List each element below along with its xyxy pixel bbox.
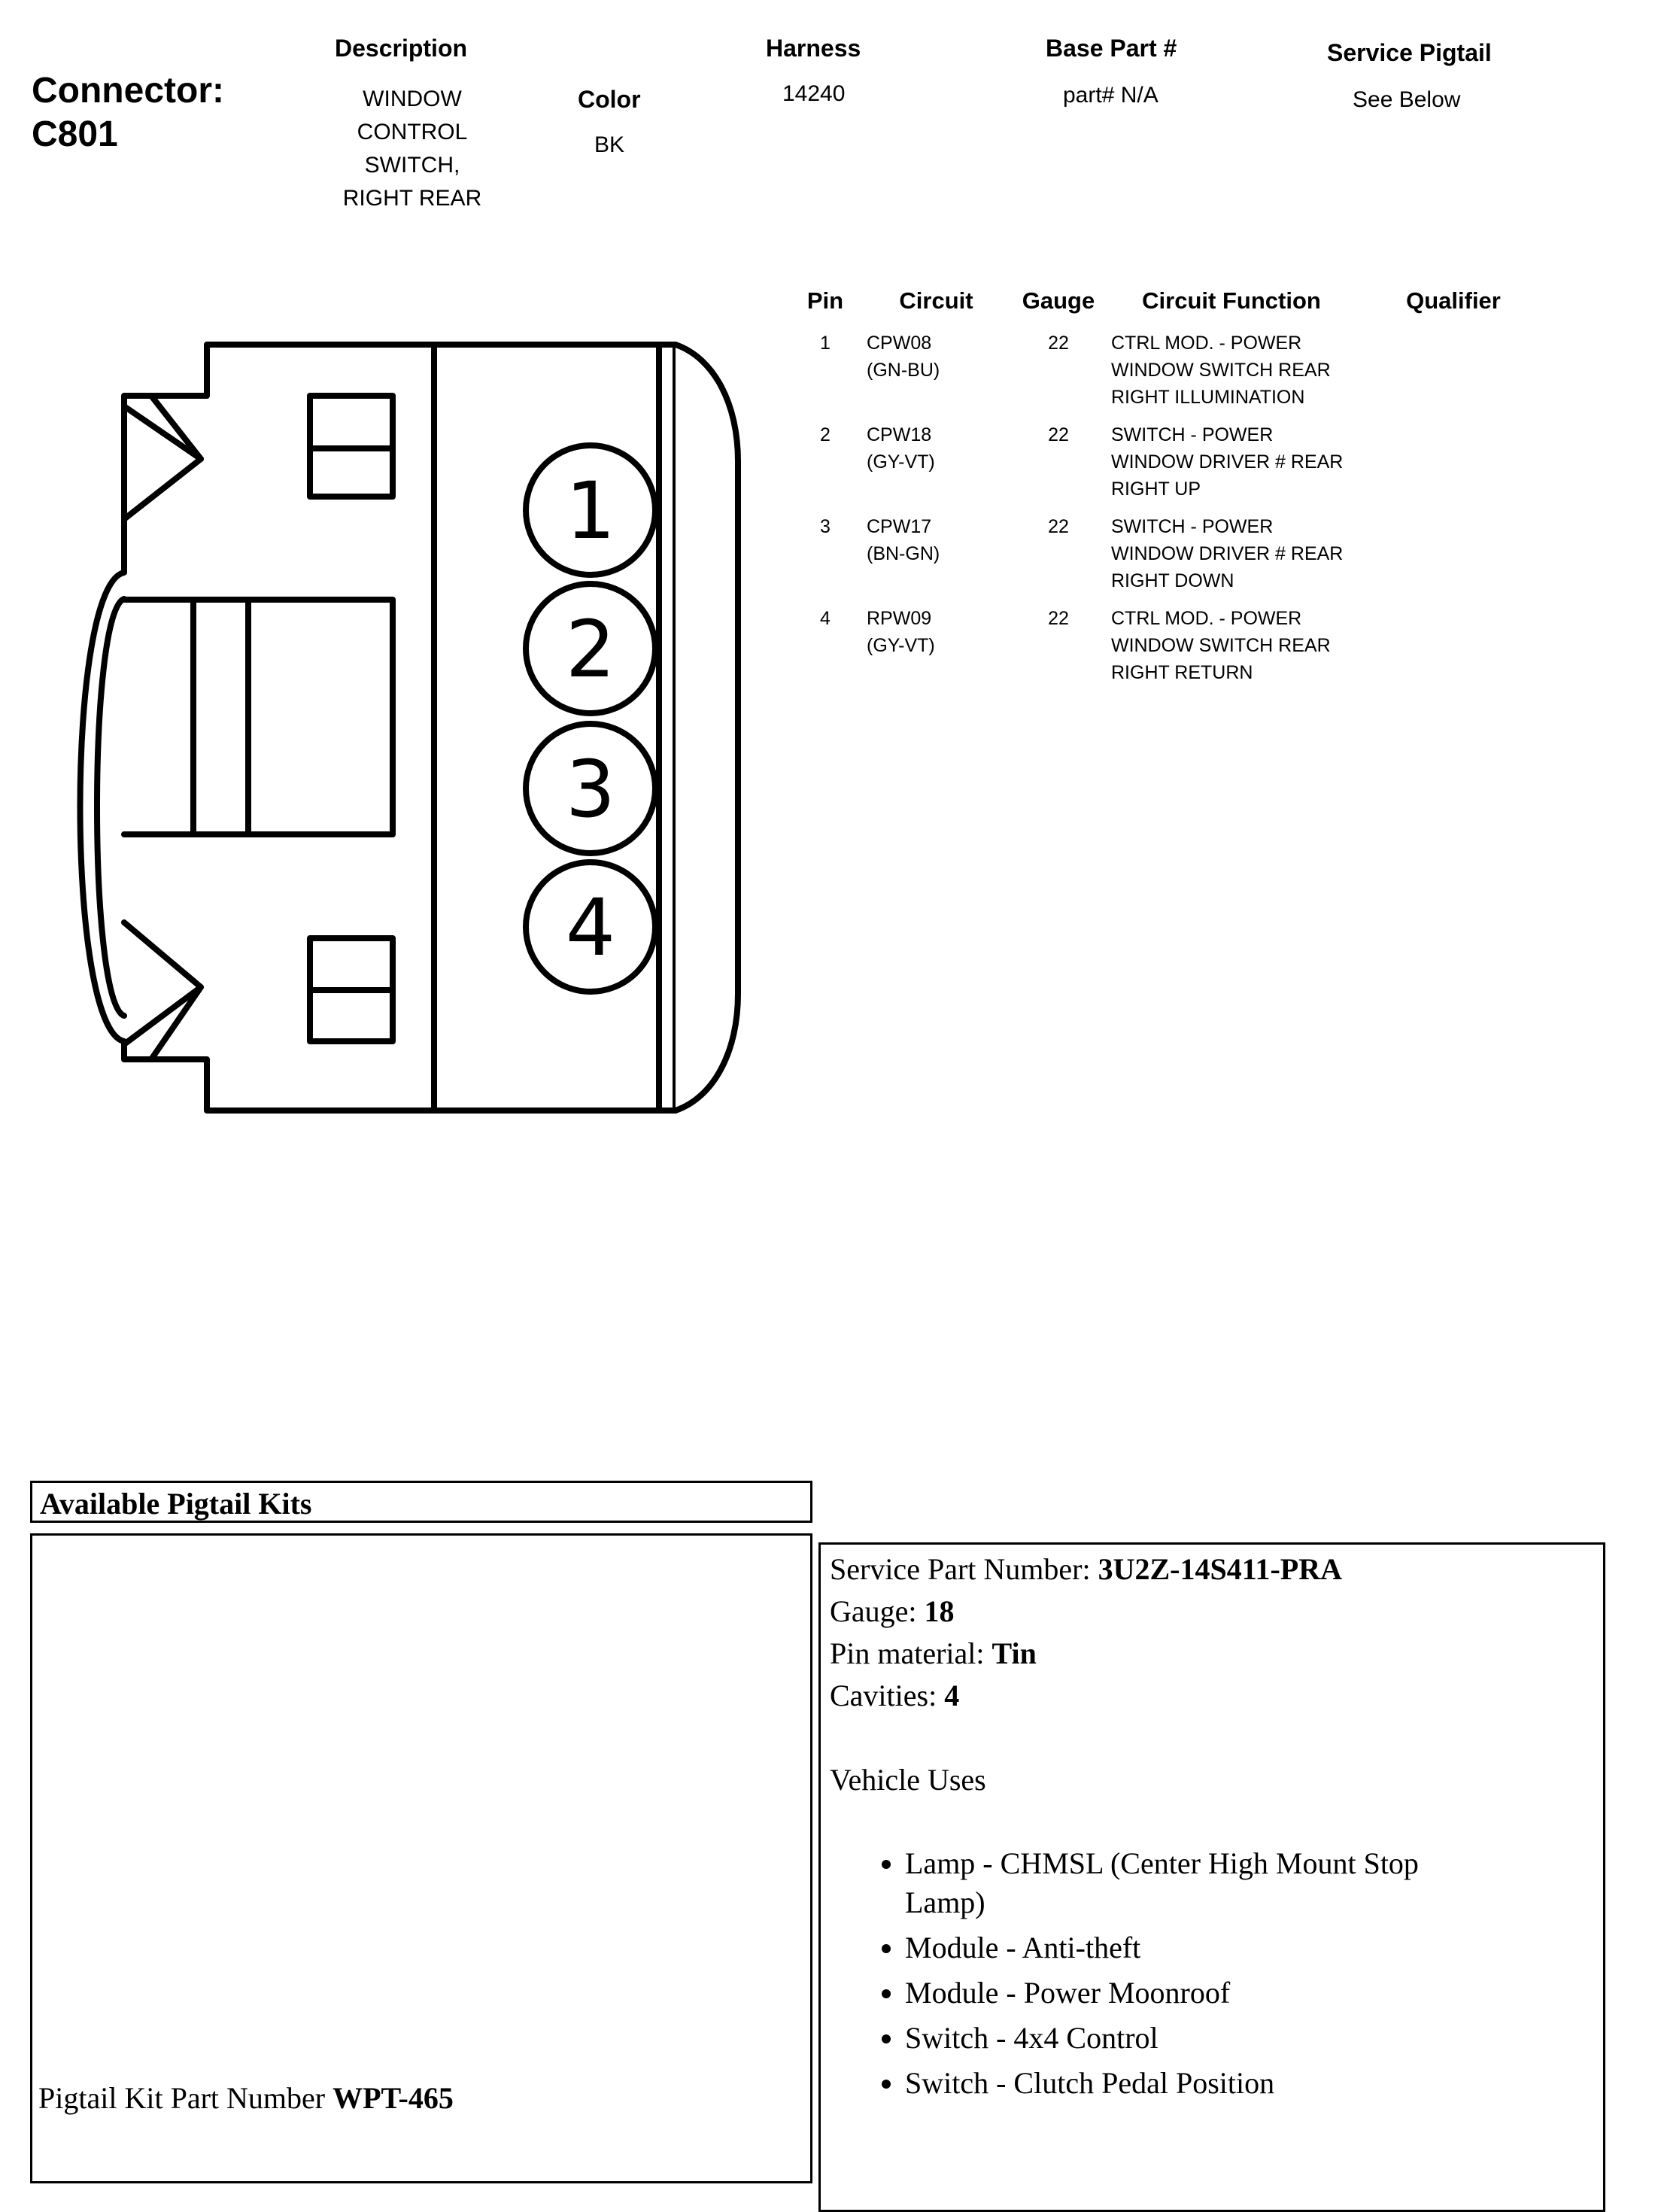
circuit-header: Circuit xyxy=(899,287,973,314)
vehicle-use-item: • Switch - 4x4 Control xyxy=(905,2019,1447,2058)
pigtail-kit-part-number-line xyxy=(38,2080,454,2116)
circuit-code: CPW18 xyxy=(867,424,932,445)
kit-part-label: Pigtail Kit Part Number xyxy=(38,2081,333,2115)
gauge-cell: 22 xyxy=(1048,424,1069,445)
available-pigtail-kits-header xyxy=(30,1481,812,1523)
harness-value: 14240 xyxy=(782,81,846,106)
pin-row-2 xyxy=(799,421,1634,503)
pin-table-header xyxy=(799,287,1634,314)
vehicle-use-item: • Module - Power Moonroof xyxy=(905,1973,1447,2013)
available-pigtail-kits-title: Available Pigtail Kits xyxy=(40,1487,312,1521)
gauge-value: 18 xyxy=(924,1594,955,1628)
pin-header: Pin xyxy=(806,287,844,314)
connector-title xyxy=(32,69,224,156)
vehicle-uses-title: Vehicle Uses xyxy=(830,1763,986,1797)
pigtail-kit-box xyxy=(30,1533,812,2183)
gauge-cell: 22 xyxy=(1048,608,1069,629)
circuit-function-cell: SWITCH - POWER WINDOW DRIVER # REAR RIGHT DOWN xyxy=(1111,516,1344,591)
cavities-line xyxy=(830,1676,1594,1716)
description-value: WINDOW CONTROL SWITCH, RIGHT REAR xyxy=(342,87,482,211)
pin-1-number: 1 xyxy=(565,465,616,557)
qualifier-cell xyxy=(1367,513,1540,594)
connector-id: C801 xyxy=(32,114,118,154)
pin-material-value: Tin xyxy=(991,1636,1037,1670)
base-part-label: Base Part # xyxy=(1046,35,1177,62)
pin-3-number: 3 xyxy=(565,743,616,835)
pin-number: 1 xyxy=(820,333,831,354)
vehicle-use-item: • Module - Anti-theft xyxy=(905,1928,1447,1967)
description-label: Description xyxy=(335,35,468,62)
connector-diagram xyxy=(71,322,749,1135)
circuit-color: (GY-VT) xyxy=(867,451,935,472)
pin-material-label: Pin material: xyxy=(830,1636,992,1670)
service-part-label: Service Part Number: xyxy=(830,1552,1098,1586)
harness-label: Harness xyxy=(766,35,861,62)
pin-2-number: 2 xyxy=(565,603,616,695)
circuit-cell xyxy=(867,513,1006,594)
service-part-number-line xyxy=(830,1549,1594,1590)
circuit-color: (BN-GN) xyxy=(867,543,940,564)
vehicle-uses-list xyxy=(830,1844,1594,2103)
circuit-color: (GN-BU) xyxy=(867,360,940,381)
center-latch xyxy=(193,600,393,834)
gauge-line xyxy=(830,1591,1594,1632)
pin-number: 4 xyxy=(820,608,831,629)
circuit-cell xyxy=(867,605,1006,686)
vehicle-use-item: • Switch - Clutch Pedal Position xyxy=(905,2064,1447,2103)
gauge-label: Gauge: xyxy=(830,1594,925,1628)
pin-material-line xyxy=(830,1633,1594,1674)
color-label: Color xyxy=(578,86,641,113)
cavities-label: Cavities: xyxy=(830,1679,945,1712)
base-part-value: part# N/A xyxy=(1063,83,1158,108)
qualifier-cell xyxy=(1367,421,1540,503)
service-part-value: 3U2Z-14S411-PRA xyxy=(1098,1552,1343,1586)
circuit-color: (GY-VT) xyxy=(867,635,935,656)
vehicle-use-item: • Lamp - CHMSL (Center High Mount Stop Lamp) xyxy=(905,1844,1447,1922)
kit-part-value: WPT-465 xyxy=(333,2081,454,2115)
qualifier-header: Qualifier xyxy=(1406,287,1501,314)
service-pigtail-label: Service Pigtail xyxy=(1327,39,1492,66)
circuit-function-cell: CTRL MOD. - POWER WINDOW SWITCH REAR RIGHT RETURN xyxy=(1111,608,1331,683)
pin-row-4 xyxy=(799,605,1634,686)
circuit-cell xyxy=(867,330,1006,411)
pin-row-1 xyxy=(799,330,1634,411)
service-pigtail-value: See Below xyxy=(1353,87,1461,112)
pin-number: 3 xyxy=(820,516,831,537)
color-value: BK xyxy=(594,132,625,157)
circuit-code: CPW08 xyxy=(867,333,932,354)
circuit-function-cell: SWITCH - POWER WINDOW DRIVER # REAR RIGHT UP xyxy=(1111,424,1344,500)
connector-label: Connector: xyxy=(32,71,224,111)
qualifier-cell xyxy=(1367,605,1540,686)
gauge-cell: 22 xyxy=(1048,516,1069,537)
circuit-code: CPW17 xyxy=(867,516,932,537)
circuit-function-cell: CTRL MOD. - POWER WINDOW SWITCH REAR RIGHT ILLUMINATION xyxy=(1111,333,1331,408)
connector-end-cap xyxy=(676,345,738,1111)
gauge-header: Gauge xyxy=(1022,287,1095,314)
cavities-value: 4 xyxy=(944,1679,960,1712)
circuit-code: RPW09 xyxy=(867,608,932,629)
qualifier-cell xyxy=(1367,330,1540,411)
pin-number: 2 xyxy=(820,424,831,445)
service-pigtail-details-box xyxy=(818,1542,1605,2212)
circuit-cell xyxy=(867,421,1006,503)
pin-row-3 xyxy=(799,513,1634,594)
circuit-function-header: Circuit Function xyxy=(1142,287,1321,314)
pin-table xyxy=(799,287,1634,697)
pin-4-number: 4 xyxy=(565,882,616,974)
gauge-cell: 22 xyxy=(1048,333,1069,354)
